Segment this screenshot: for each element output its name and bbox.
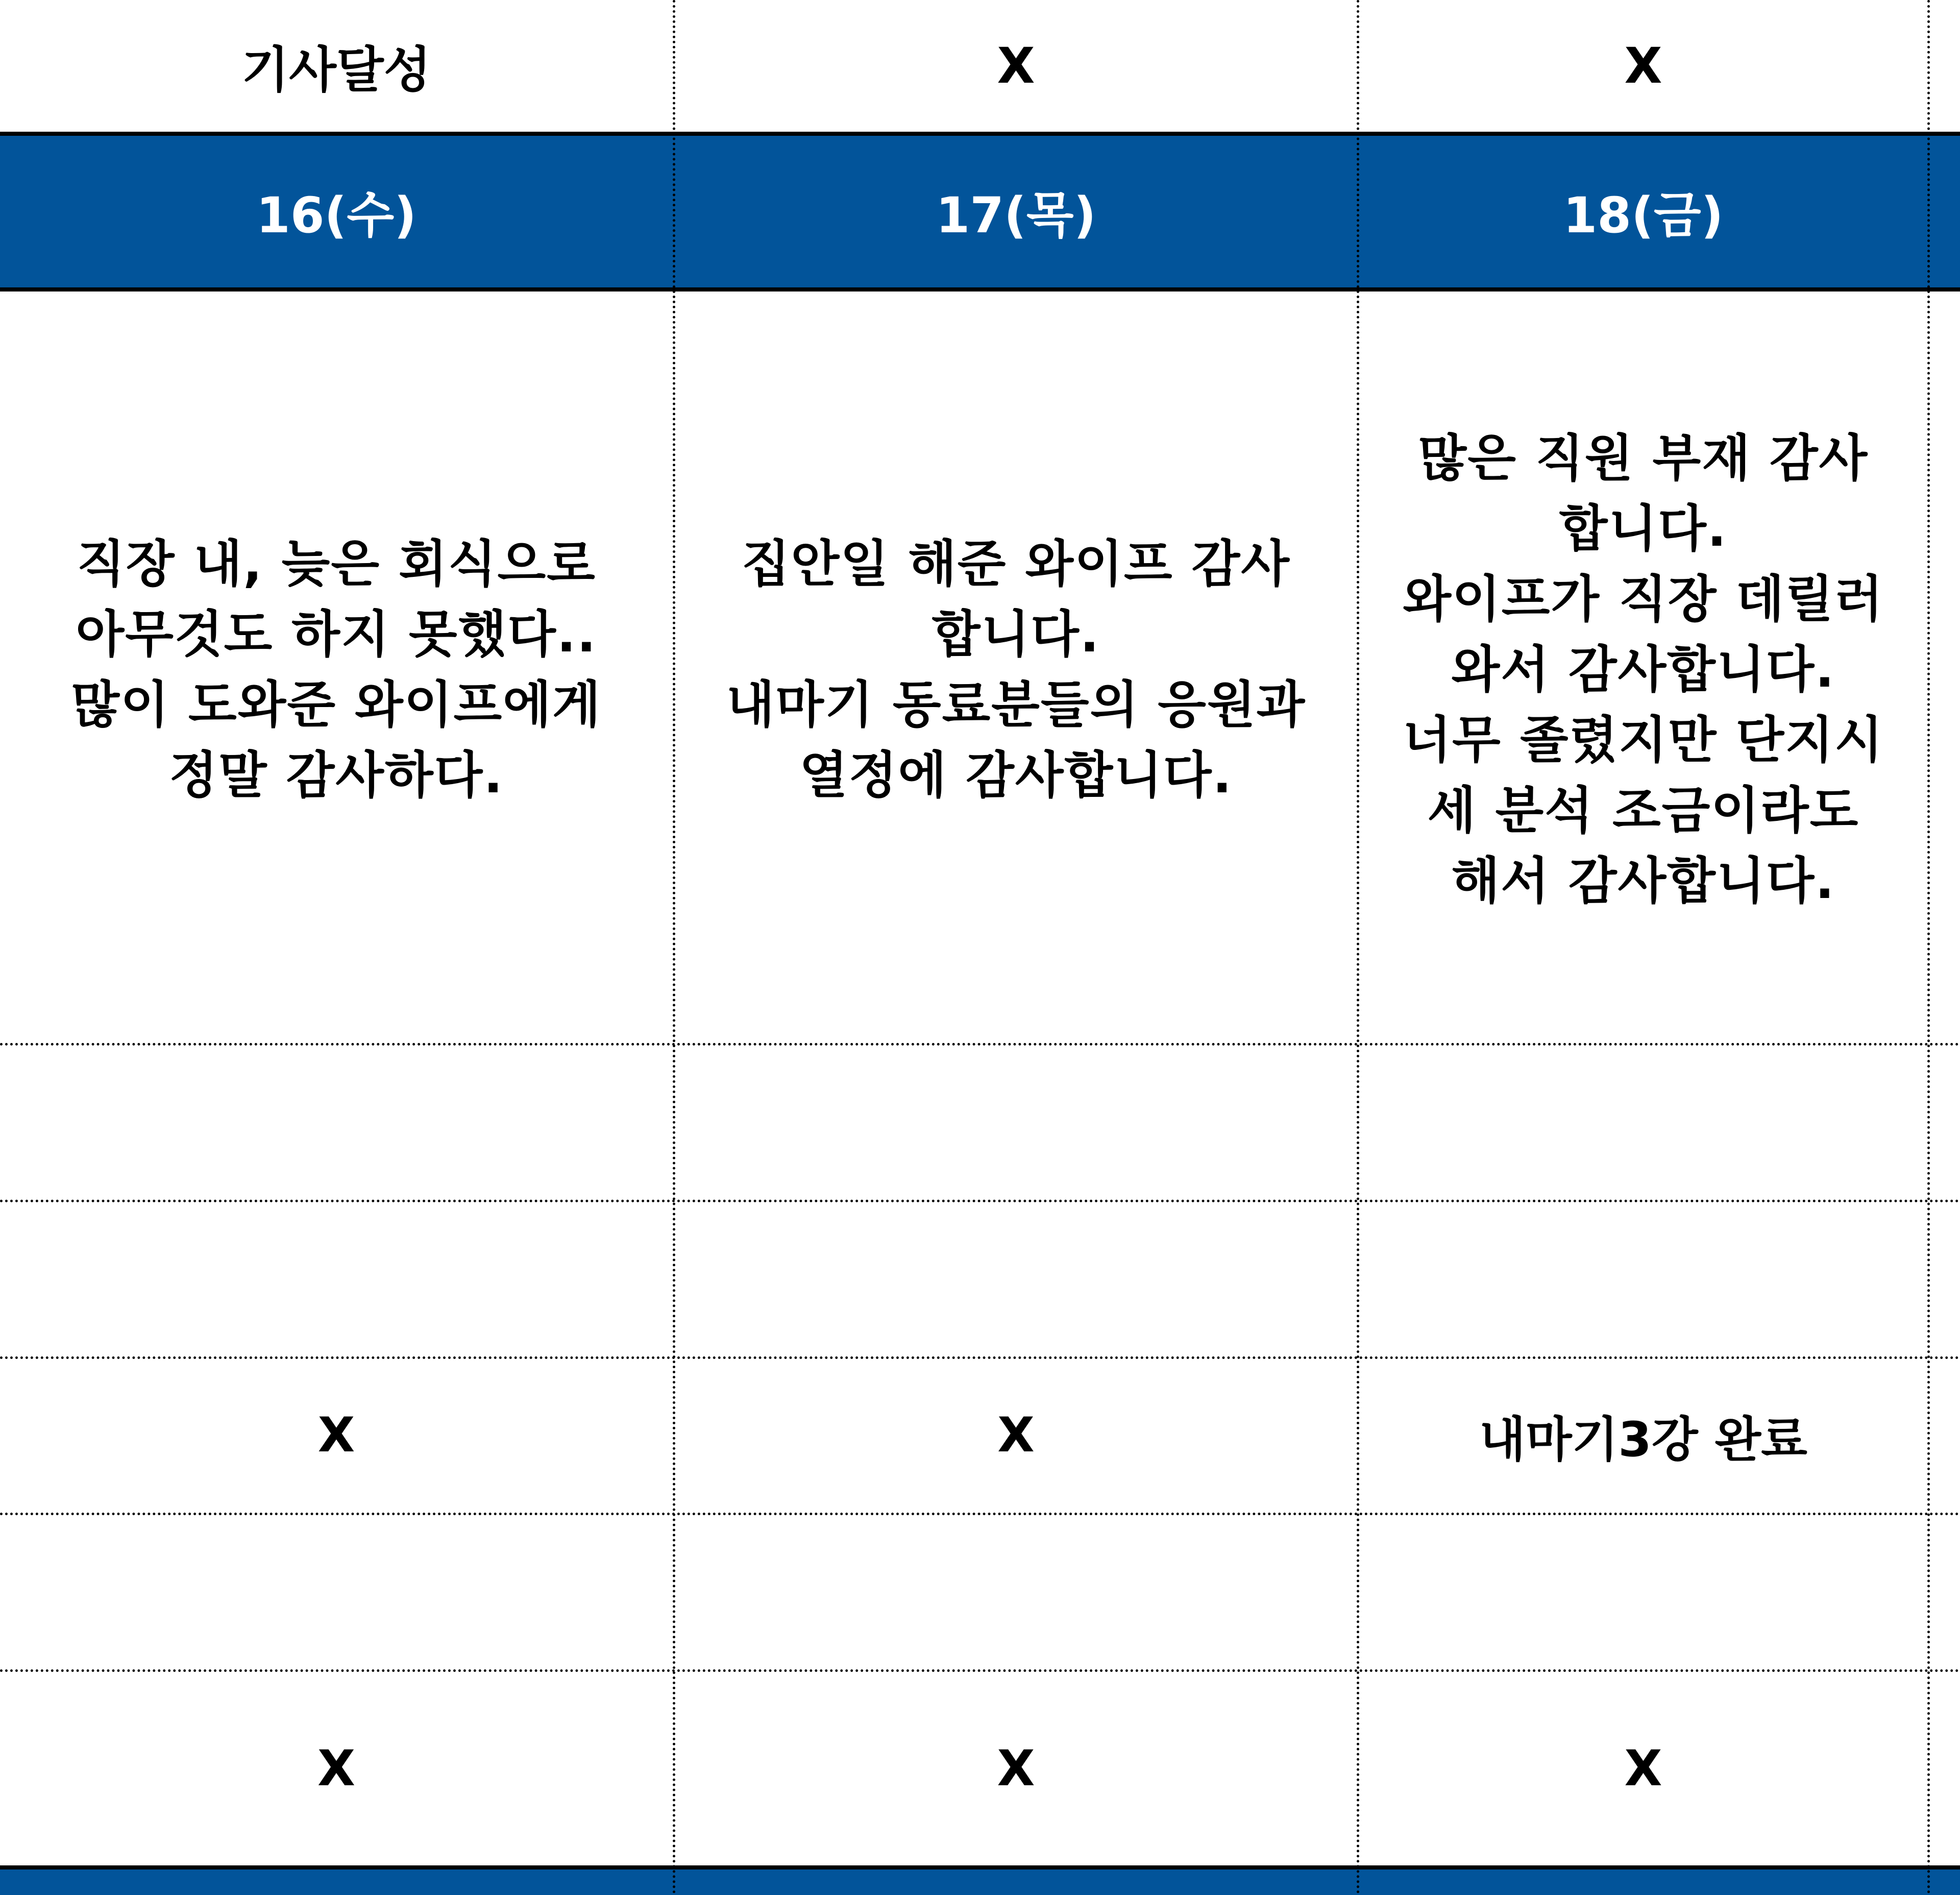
cell-final-16[interactable]: X — [317, 1739, 355, 1797]
bottom-header-band — [0, 1865, 1960, 1895]
cell-gratitude-16[interactable]: 직장 내, 늦은 회식으로 아무것도 하지 못했다.. 많이 도와준 와이프에게 정말 감사하다. — [71, 535, 602, 805]
cell-goal-18[interactable]: X — [1624, 37, 1662, 94]
cell-final-17[interactable]: X — [997, 1739, 1035, 1797]
header-day-16[interactable]: 16(수) — [256, 187, 417, 244]
cell-goal-label[interactable]: 기사달성 — [241, 41, 431, 99]
cell-final-18[interactable]: X — [1624, 1739, 1662, 1797]
row-divider — [0, 1200, 1960, 1202]
row-divider — [0, 1043, 1960, 1046]
header-day-18[interactable]: 18(금) — [1563, 187, 1724, 244]
cell-task-16[interactable]: X — [317, 1407, 355, 1463]
cell-task-17[interactable]: X — [997, 1407, 1035, 1463]
cell-gratitude-17[interactable]: 집안일 해준 와이프 감사 합니다. 내마기 동료분들의 응원과 열정에 감사합니다. — [726, 535, 1306, 805]
header-day-17[interactable]: 17(목) — [936, 187, 1096, 244]
cell-goal-17[interactable]: X — [997, 37, 1035, 94]
cell-task-18[interactable]: 내마기3강 완료 — [1479, 1412, 1807, 1468]
column-divider — [1927, 0, 1930, 1895]
row-divider — [0, 1513, 1960, 1515]
cell-gratitude-18[interactable]: 많은 직원 부재 감사 합니다. 와이프가 직장 데릴러 와서 감사합니다. 너무 졸렸지만 단지시 세 분석 조금이라도 해서 감사합니다. — [1403, 429, 1884, 910]
